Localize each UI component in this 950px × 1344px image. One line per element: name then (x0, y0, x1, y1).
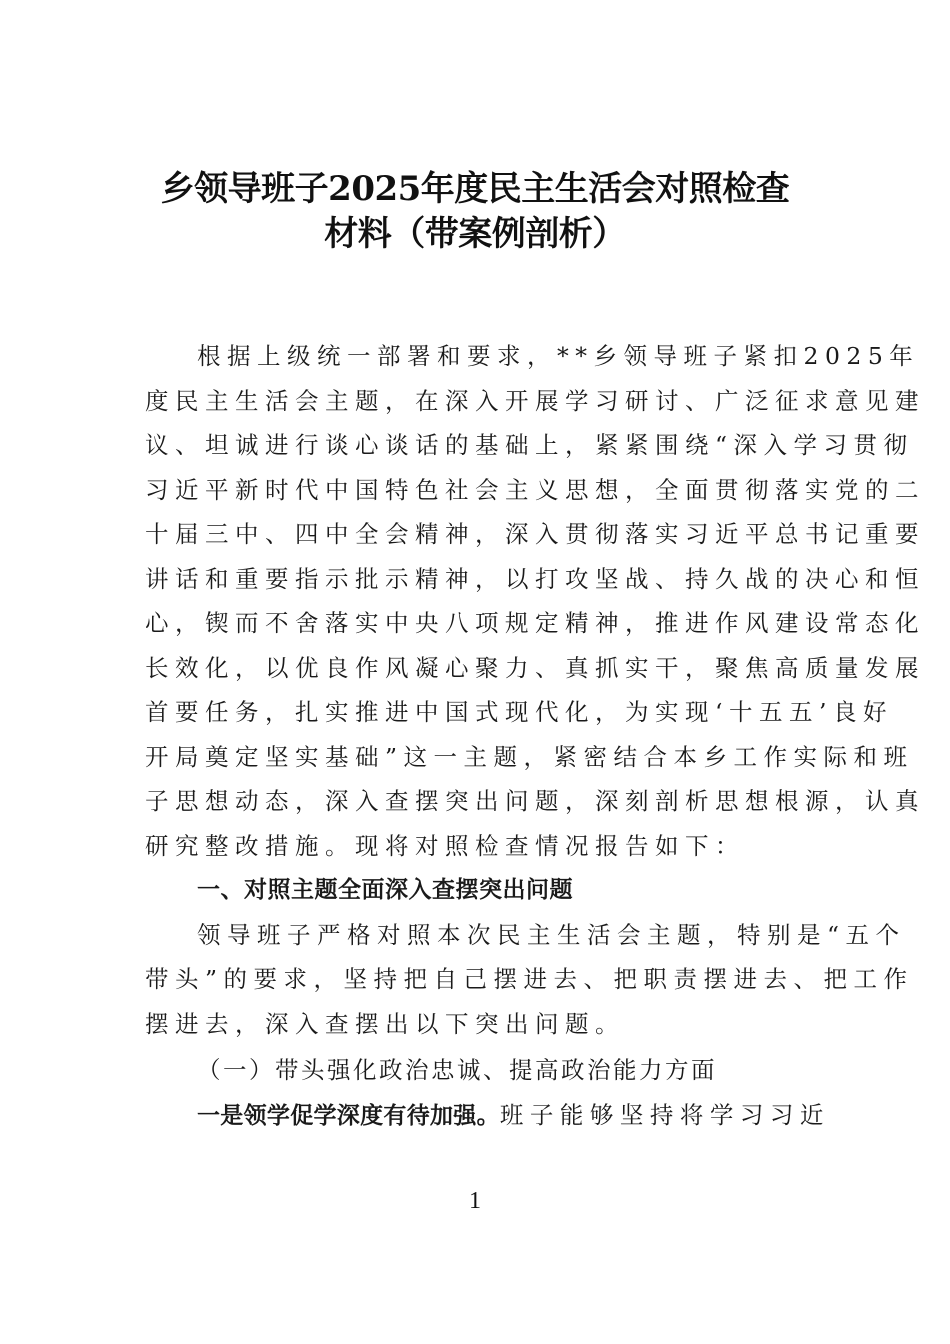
intro-paragraph (145, 334, 925, 868)
text-line: 领导班子严格对照本次民主生活会主题，特别是“五个 (197, 920, 906, 949)
text-line: 子思想动态，深入查摆突出问题，深刻剖析思想根源，认真 (145, 787, 925, 815)
section-heading-1: 一、对照主题全面深入查摆突出问题 (197, 877, 573, 903)
text-line: 习近平新时代中国特色社会主义思想，全面贯彻落实党的二 (145, 475, 925, 504)
text-line: 摆进去，深入查摆出以下突出问题。 (145, 1009, 625, 1038)
text-line: 带头”的要求，坚持把自己摆进去、把职责摆进去、把工作 (145, 965, 914, 993)
document-title-line-1: 乡领导班子2025年度民主生活会对照检查 (160, 169, 790, 209)
text-line: 首要任务，扎实推进中国式现代化，为实现‘十五五’良好 (145, 698, 893, 726)
point-1-text: 班子能够坚持将学习习近 (499, 1100, 830, 1129)
text-line: 心，锲而不舍落实中央八项规定精神，推进作风建设常态化 (145, 609, 925, 637)
text-line: 议、坦诚进行谈心谈话的基础上，紧紧围绕“深入学习贯彻 (145, 431, 914, 459)
text-line: 长效化，以优良作风凝心聚力、真抓实干，聚焦高质量发展 (145, 653, 925, 682)
document-body (145, 334, 925, 1137)
text-line: 十届三中、四中全会精神，深入贯彻落实习近平总书记重要 (145, 520, 925, 548)
document-title-line-2: 材料（带案例剖析） (324, 214, 626, 254)
text-line: 研究整改措施。现将对照检查情况报告如下： (145, 831, 745, 860)
text-line: 度民主生活会主题，在深入开展学习研讨、广泛征求意见建 (145, 386, 925, 415)
text-line: 开局奠定坚实基础”这一主题，紧密结合本乡工作实际和班 (145, 742, 914, 771)
point-1-bold-lead: 一是领学促学深度有待加强。 (197, 1102, 500, 1129)
subsection-heading-1: （一）带头强化政治忠诚、提高政治能力方面 (197, 1056, 717, 1084)
point-1-line (145, 1093, 830, 1138)
text-line: 根据上级统一部署和要求，**乡领导班子紧扣2025年 (197, 342, 920, 370)
page-number: 1 (469, 1188, 481, 1214)
text-line: 讲话和重要指示批示精神，以打攻坚战、持久战的决心和恒 (145, 564, 925, 593)
section1-paragraph (145, 913, 914, 1047)
